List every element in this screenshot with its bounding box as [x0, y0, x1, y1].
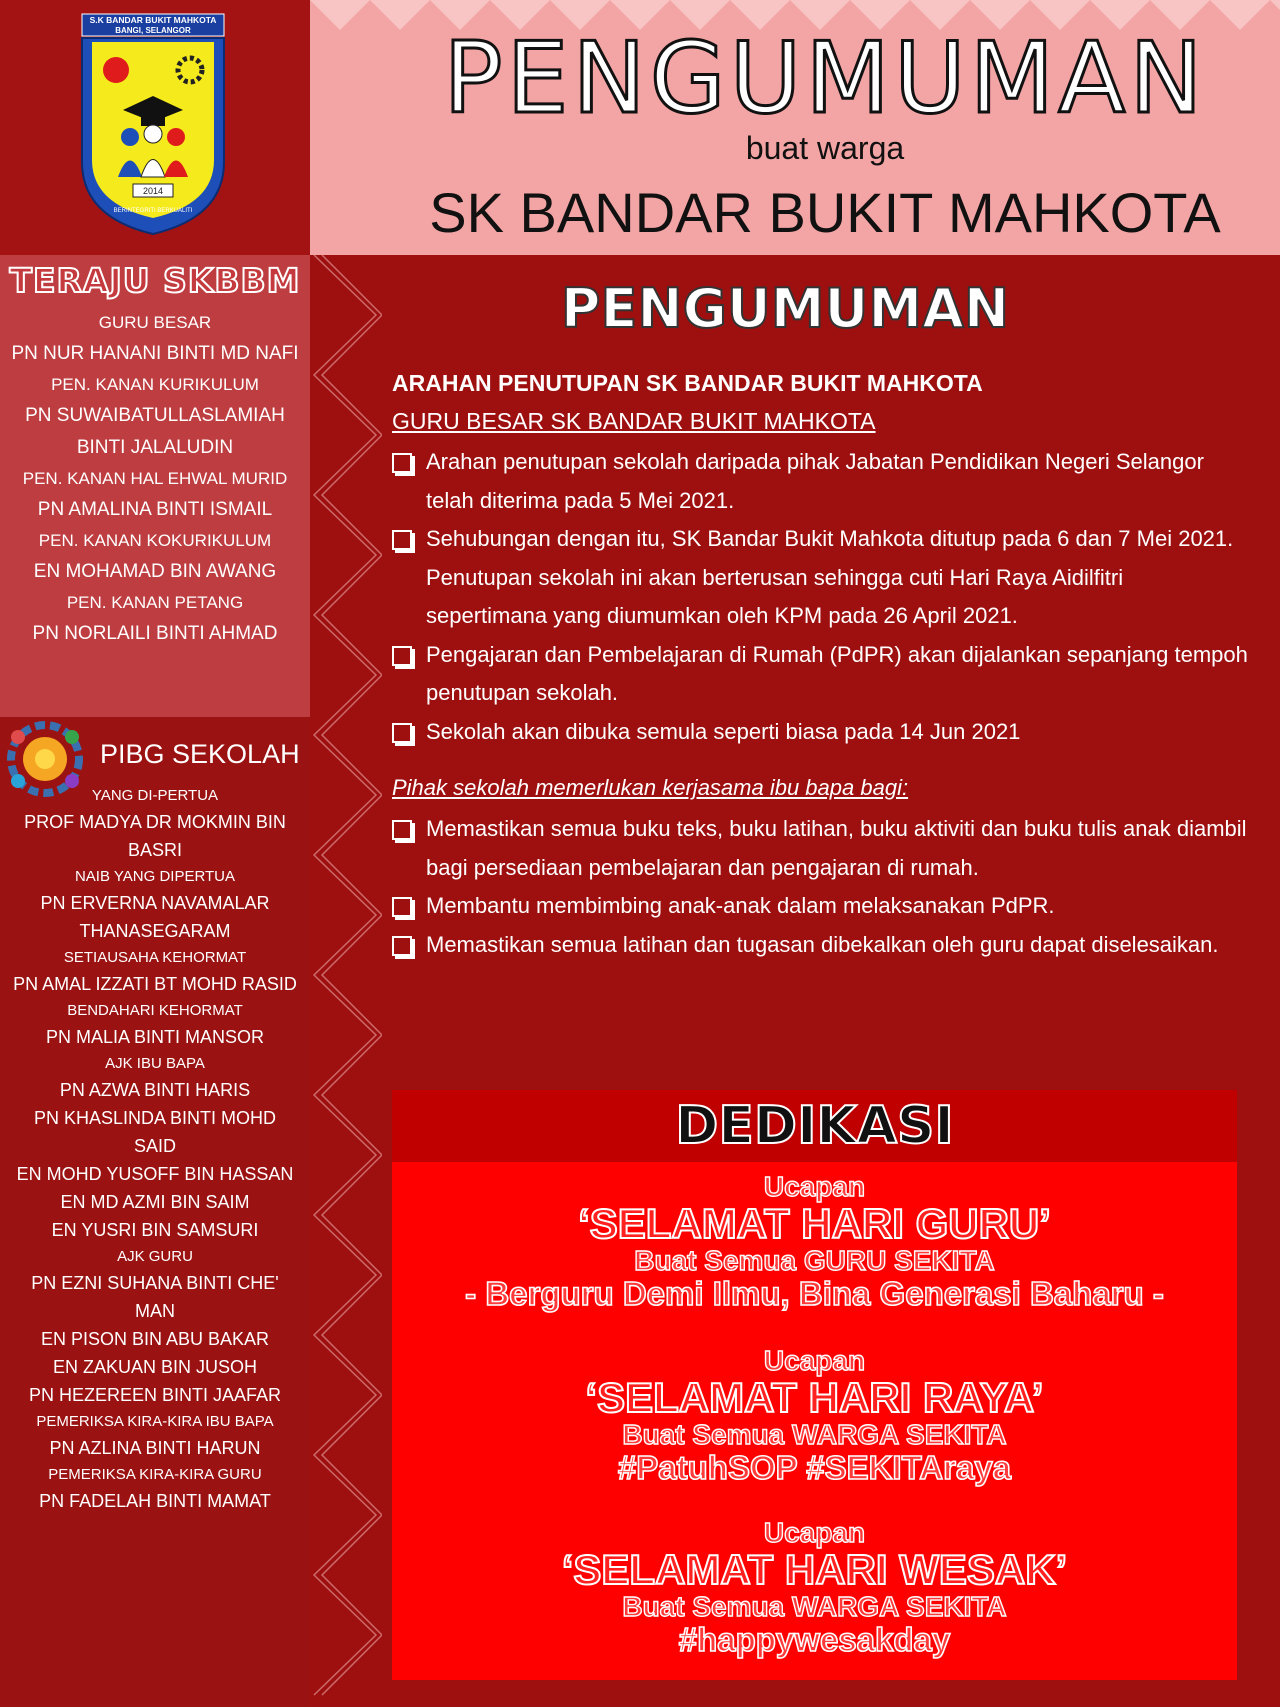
wish-greeting: ‘SELAMAT HARI WESAK’ — [561, 1546, 1068, 1593]
pibg-position: PEMERIKSA KIRA-KIRA IBU BAPA — [36, 1413, 274, 1430]
wish-ucapan: Ucapan — [763, 1345, 866, 1376]
pibg-position: YANG DI-PERTUA — [91, 787, 219, 804]
parent-cooperation-intro: Pihak sekolah memerlukan kerjasama ibu bapa bagi: — [392, 775, 909, 800]
logo-area — [0, 0, 310, 255]
teraju-title: TERAJU SKBBM — [9, 261, 301, 300]
bullet-item — [390, 887, 1250, 926]
teraju-name: PN AMALINA BINTI ISMAIL — [37, 499, 273, 520]
pibg-name: PN MALIA BINTI MANSOR — [45, 1027, 265, 1047]
bullet-item — [390, 443, 1250, 520]
wish-hari-raya — [392, 1346, 1237, 1486]
svg-text:BANGI, SELANGOR: BANGI, SELANGOR — [115, 26, 191, 35]
header — [310, 0, 1280, 255]
pibg-name: EN YUSRI BIN SAMSURI — [51, 1220, 259, 1240]
svg-text:S.K BANDAR BUKIT MAHKOTA: S.K BANDAR BUKIT MAHKOTA — [89, 15, 217, 25]
pibg-position: BENDAHARI KEHORMAT — [67, 1002, 243, 1019]
wish-recipient: Buat Semua WARGA SEKITA — [622, 1591, 1007, 1622]
wish-tagline: #happywesakday — [678, 1621, 951, 1658]
header-subtitle: buat warga — [745, 130, 905, 166]
dedikasi-header — [392, 1090, 1237, 1162]
announcement-heading: ARAHAN PENUTUPAN SK BANDAR BUKIT MAHKOTA — [392, 370, 983, 396]
bullet-text: Pengajaran dan Pembelajaran di Rumah (PdPR) akan dijalankan sepanjang tempoh penutupan sekolah. — [426, 641, 1248, 705]
sidebar — [0, 0, 310, 1707]
bullet-text: Sekolah akan dibuka semula seperti biasa pada 14 Jun 2021 — [426, 718, 1021, 744]
pibg-position: SETIAUSAHA KEHORMAT — [63, 949, 247, 966]
bullet-text: Sehubungan dengan itu, SK Bandar Bukit Mahkota ditutup pada 6 dan 7 Mei 2021. Penutupan sekolah ini akan berterusan sehingga cuti Hari Raya Aidilfitri sepertimana yang diumumkan oleh KPM pada 26 April 2021. — [426, 526, 1234, 628]
bullet-text: Memastikan semua latihan dan tugasan dibekalkan oleh guru dapat diselesaikan. — [426, 931, 1219, 957]
pibg-name: PN ERVERNA NAVAMALAR THANASEGARAM — [40, 893, 270, 941]
teraju-position: GURU BESAR — [98, 313, 212, 332]
pibg-name: PN AZLINA BINTI HARUN — [49, 1438, 261, 1458]
bullet-item — [390, 636, 1250, 713]
bullet-text: Membantu membimbing anak-anak dalam melaksanakan PdPR. — [426, 893, 1055, 918]
dedikasi-box — [392, 1090, 1237, 1680]
pibg-position: AJK IBU BAPA — [105, 1055, 205, 1072]
wish-recipient: Buat Semua WARGA SEKITA — [622, 1419, 1007, 1450]
pibg-panel — [0, 717, 310, 1707]
wish-hari-guru — [392, 1172, 1237, 1312]
announcement-title: PENGUMUMAN — [560, 277, 1010, 340]
pibg-position: PEMERIKSA KIRA-KIRA GURU — [48, 1466, 262, 1483]
teraju-panel — [0, 255, 310, 717]
pibg-name: PN HEZEREEN BINTI JAAFAR — [28, 1385, 282, 1405]
pibg-position: NAIB YANG DIPERTUA — [74, 868, 236, 885]
bullet-text: Arahan penutupan sekolah daripada pihak Jabatan Pendidikan Negeri Selangor telah diterima pada 5 Mei 2021. — [426, 449, 1204, 513]
wish-ucapan: Ucapan — [763, 1171, 866, 1202]
checkbox-bullet-icon — [392, 530, 412, 550]
pibg-title: PIBG SEKOLAH — [100, 739, 300, 769]
teraju-position: PEN. KANAN PETANG — [66, 593, 244, 612]
svg-text:BERINTEGRITI BERKUALITI: BERINTEGRITI BERKUALITI — [113, 208, 193, 214]
bullet-text: Memastikan semua buku teks, buku latihan, buku aktiviti dan buku tulis anak diambil bagi persediaan pembelajaran dan pengajaran di rumah. — [426, 816, 1247, 880]
pibg-list — [0, 783, 310, 1515]
checkbox-bullet-icon — [392, 723, 412, 743]
announcement-subheading: GURU BESAR SK BANDAR BUKIT MAHKOTA — [392, 408, 876, 434]
pibg-name: PN KHASLINDA BINTI MOHD SAID — [33, 1108, 277, 1156]
pibg-name: PROF MADYA DR MOKMIN BIN BASRI — [24, 812, 286, 860]
pibg-name: EN ZAKUAN BIN JUSOH — [52, 1357, 258, 1377]
pibg-name: PN FADELAH BINTI MAMAT — [39, 1491, 271, 1511]
teraju-position: PEN. KANAN HAL EHWAL MURID — [22, 469, 288, 488]
wish-recipient: Buat Semua GURU SEKITA — [634, 1245, 995, 1276]
svg-text:2014: 2014 — [142, 186, 164, 196]
wish-greeting: ‘SELAMAT HARI GURU’ — [578, 1200, 1051, 1247]
teraju-name: PN NUR HANANI BINTI MD NAFI — [11, 343, 299, 364]
checkbox-bullet-icon — [392, 820, 412, 840]
parent-cooperation-points — [390, 810, 1250, 964]
pibg-name: PN AMAL IZZATI BT MOHD RASID — [13, 974, 297, 994]
teraju-name: PN SUWAIBATULLASLAMIAH BINTI JALALUDIN — [25, 405, 285, 458]
checkbox-bullet-icon — [392, 936, 412, 956]
pibg-position: AJK GURU — [117, 1248, 193, 1265]
header-school-name: SK BANDAR BUKIT MAHKOTA — [429, 181, 1221, 244]
teraju-name: PN NORLAILI BINTI AHMAD — [32, 623, 278, 644]
teraju-list — [0, 308, 310, 650]
pibg-name: PN AZWA BINTI HARIS — [59, 1080, 251, 1100]
pibg-name: EN PISON BIN ABU BAKAR — [40, 1329, 270, 1349]
pibg-name: PN EZNI SUHANA BINTI CHE' MAN — [31, 1273, 279, 1321]
bullet-item — [390, 713, 1250, 752]
wish-greeting: ‘SELAMAT HARI RAYA’ — [585, 1374, 1044, 1421]
wish-tagline: #PatuhSOP #SEKITAraya — [617, 1449, 1012, 1486]
bullet-item — [390, 520, 1250, 636]
checkbox-bullet-icon — [392, 897, 412, 917]
header-title: PENGUMUMAN — [443, 22, 1207, 136]
checkbox-bullet-icon — [392, 646, 412, 666]
wish-ucapan: Ucapan — [763, 1517, 866, 1548]
dedikasi-title: DEDIKASI — [675, 1096, 954, 1156]
school-crest-logo — [78, 12, 228, 237]
checkbox-bullet-icon — [392, 453, 412, 473]
wish-hari-wesak — [392, 1518, 1237, 1658]
teraju-position: PEN. KANAN KURIKULUM — [51, 375, 259, 394]
bullet-item — [390, 810, 1250, 887]
decorative-pattern-strip — [310, 255, 382, 1707]
announcement-points — [390, 443, 1250, 751]
pibg-name: EN MOHD YUSOFF BIN HASSAN — [16, 1164, 294, 1184]
pibg-name: EN MD AZMI BIN SAIM — [60, 1192, 250, 1212]
bullet-item — [390, 926, 1250, 965]
teraju-name: EN MOHAMAD BIN AWANG — [33, 561, 277, 582]
teraju-position: PEN. KANAN KOKURIKULUM — [38, 531, 272, 550]
wish-tagline: - Berguru Demi Ilmu, Bina Generasi Baharu - — [465, 1275, 1164, 1312]
